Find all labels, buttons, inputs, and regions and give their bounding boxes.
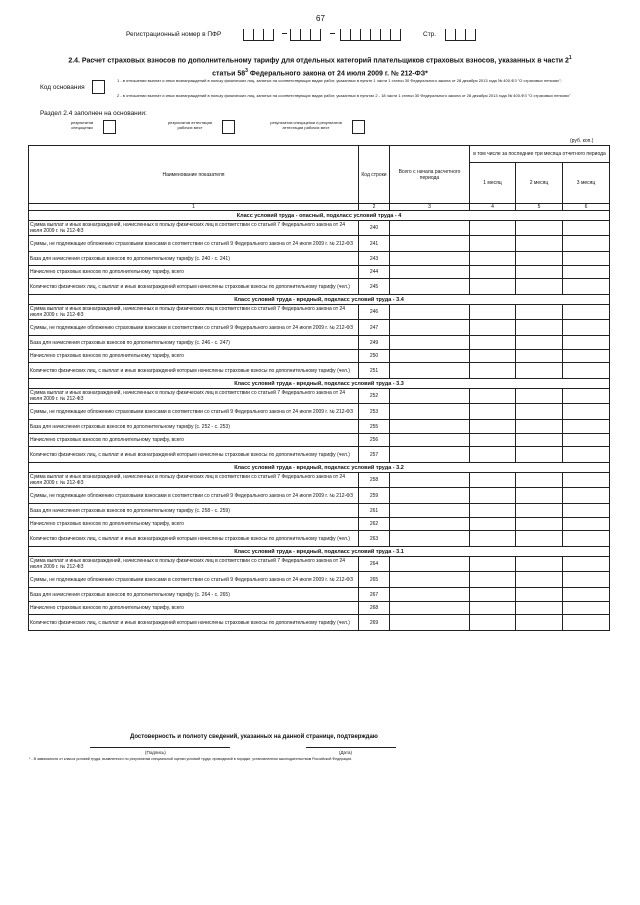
section-header-row — [29, 463, 610, 473]
section-title: 2.4. Расчет страховых взносов по дополнительному тарифу для отдельных категорий плательщиков страховых взносов, указанных в части $2^1$ статьи $58^3$ Федерального закона от 24 июля 2009 г. № 212-ФЗ* — [68, 55, 572, 78]
value-cell[interactable] — [563, 420, 610, 434]
indicator-name: База для начисления страховых взносов по дополнительному тарифу (с. 240 - с. 241) — [29, 252, 359, 266]
unit-label: (руб. коп.) — [570, 138, 594, 144]
row-code: 240 — [359, 221, 390, 236]
value-cell[interactable] — [516, 420, 563, 434]
value-cell[interactable] — [470, 221, 516, 236]
value-cell[interactable] — [470, 588, 516, 602]
section-header: Класс условий труда - вредный, подкласс условий труда - 3.1 — [29, 547, 610, 557]
col-num: 3 — [390, 204, 470, 211]
row-code: 265 — [359, 572, 390, 588]
row-code: 253 — [359, 404, 390, 420]
indicator-name: Сумма выплат и иных вознаграждений, начисленных в пользу физических лиц в соответствии со статьей 7 Федерального закона от 24 июля 2009 г. № 212-ФЗ — [29, 389, 359, 404]
table-row — [29, 420, 610, 434]
page-boxes[interactable] — [445, 29, 475, 41]
value-cell[interactable] — [470, 447, 516, 463]
value-cell[interactable] — [563, 266, 610, 279]
code-basis-note-1: 1 - в отношении выплат и иных вознаграждений в пользу физических лиц, занятых на соответствующих видах работ, указанных в пункте 1 части 1 статьи 30 Федерального закона от 28 декабря 2013 года № 400-ФЗ "О страховых пенсиях"; — [117, 78, 562, 83]
basis-3-label: результатов спецоценки и результатов аттестации рабочих мест — [270, 120, 342, 130]
value-cell[interactable] — [470, 518, 516, 531]
value-cell[interactable] — [390, 221, 470, 236]
table-row — [29, 279, 610, 295]
page-label: Стр. — [423, 31, 437, 38]
value-cell[interactable] — [390, 504, 470, 518]
header-name: Наименование показателя — [29, 146, 359, 204]
value-cell[interactable] — [390, 320, 470, 336]
row-code: 255 — [359, 420, 390, 434]
value-cell[interactable] — [470, 602, 516, 615]
value-cell[interactable] — [390, 488, 470, 504]
value-cell[interactable] — [470, 557, 516, 572]
value-cell[interactable] — [516, 572, 563, 588]
section-header: Класс условий труда - вредный, подкласс условий труда - 3.4 — [29, 295, 610, 305]
value-cell[interactable] — [390, 336, 470, 350]
value-cell[interactable] — [563, 320, 610, 336]
row-code: 249 — [359, 336, 390, 350]
table-row — [29, 602, 610, 615]
value-cell[interactable] — [516, 434, 563, 447]
value-cell[interactable] — [470, 404, 516, 420]
value-cell[interactable] — [470, 266, 516, 279]
row-code: 250 — [359, 350, 390, 363]
value-cell[interactable] — [470, 389, 516, 404]
row-code: 263 — [359, 531, 390, 547]
indicator-name: Сумма выплат и иных вознаграждений, начисленных в пользу физических лиц в соответствии со статьей 7 Федерального закона от 24 июля 2009 г. № 212-ФЗ — [29, 305, 359, 320]
value-cell[interactable] — [516, 404, 563, 420]
value-cell[interactable] — [516, 336, 563, 350]
value-cell[interactable] — [470, 420, 516, 434]
basis-1-label: результатов спецоценки — [70, 120, 94, 130]
row-code: 251 — [359, 363, 390, 379]
header-total: Всего с начала расчетного периода — [390, 146, 470, 204]
table-row — [29, 363, 610, 379]
value-cell[interactable] — [516, 350, 563, 363]
value-cell[interactable] — [563, 473, 610, 488]
value-cell[interactable] — [563, 557, 610, 572]
value-cell[interactable] — [563, 279, 610, 295]
col-num: 5 — [516, 204, 563, 211]
table-row — [29, 504, 610, 518]
indicator-name: Сумма выплат и иных вознаграждений, начисленных в пользу физических лиц в соответствии со статьей 7 Федерального закона от 24 июля 2009 г. № 212-ФЗ — [29, 473, 359, 488]
value-cell[interactable] — [470, 305, 516, 320]
value-cell[interactable] — [516, 557, 563, 572]
reg-number-boxes-3[interactable] — [340, 29, 400, 41]
indicator-name: Начислено страховых взносов по дополнительному тарифу, всего — [29, 602, 359, 615]
indicators-table — [28, 145, 610, 631]
indicator-name: Суммы, не подлежащие обложению страховыми взносами в соответствии со статьей 9 Федерального закона от 24 июля 2009 г. № 212-ФЗ — [29, 572, 359, 588]
page-number: 67 — [316, 14, 325, 23]
row-code: 247 — [359, 320, 390, 336]
row-code: 256 — [359, 434, 390, 447]
basis-1-box[interactable] — [103, 120, 116, 134]
table-row — [29, 434, 610, 447]
header-last3: в том числе за последние три месяца отчетного периода — [470, 146, 610, 163]
table-row — [29, 305, 610, 320]
value-cell[interactable] — [563, 350, 610, 363]
value-cell[interactable] — [516, 588, 563, 602]
row-code: 252 — [359, 389, 390, 404]
value-cell[interactable] — [563, 588, 610, 602]
dash — [330, 33, 335, 34]
table-row — [29, 236, 610, 252]
value-cell[interactable] — [470, 488, 516, 504]
value-cell[interactable] — [516, 615, 563, 631]
row-code: 241 — [359, 236, 390, 252]
value-cell[interactable] — [516, 236, 563, 252]
value-cell[interactable] — [563, 602, 610, 615]
value-cell[interactable] — [563, 447, 610, 463]
value-cell[interactable] — [390, 279, 470, 295]
value-cell[interactable] — [563, 434, 610, 447]
value-cell[interactable] — [516, 518, 563, 531]
value-cell[interactable] — [470, 572, 516, 588]
value-cell[interactable] — [390, 404, 470, 420]
value-cell[interactable] — [390, 602, 470, 615]
dash — [282, 33, 287, 34]
table-row — [29, 266, 610, 279]
indicator-name: Начислено страховых взносов по дополнительному тарифу, всего — [29, 266, 359, 279]
table-row — [29, 404, 610, 420]
value-cell[interactable] — [470, 236, 516, 252]
table-row — [29, 615, 610, 631]
row-code: 258 — [359, 473, 390, 488]
header-code: Код строки — [359, 146, 390, 204]
row-code: 243 — [359, 252, 390, 266]
section-header-row — [29, 547, 610, 557]
footnote: * - В зависимости от класса условий труда, выявленного по результатам специальной оценки условий труда, проводимой в порядке, установленном законодательством Российской Федерации. — [29, 757, 353, 761]
row-code: 257 — [359, 447, 390, 463]
value-cell[interactable] — [470, 279, 516, 295]
indicator-name: База для начисления страховых взносов по дополнительному тарифу (с. 264 - с. 265) — [29, 588, 359, 602]
table-row — [29, 350, 610, 363]
value-cell[interactable] — [563, 518, 610, 531]
value-cell[interactable] — [470, 336, 516, 350]
table-row — [29, 336, 610, 350]
signature-label: (Подпись) — [145, 750, 166, 755]
row-code: 246 — [359, 305, 390, 320]
value-cell[interactable] — [563, 221, 610, 236]
basis-2-box[interactable] — [222, 120, 235, 134]
value-cell[interactable] — [516, 389, 563, 404]
signature-line[interactable] — [90, 747, 230, 748]
row-code: 268 — [359, 602, 390, 615]
col-num: 2 — [359, 204, 390, 211]
row-code: 259 — [359, 488, 390, 504]
value-cell[interactable] — [390, 588, 470, 602]
value-cell[interactable] — [563, 336, 610, 350]
value-cell[interactable] — [563, 305, 610, 320]
indicator-name: Сумма выплат и иных вознаграждений, начисленных в пользу физических лиц в соответствии со статьей 7 Федерального закона от 24 июля 2009 г. № 212-ФЗ — [29, 557, 359, 572]
row-code: 264 — [359, 557, 390, 572]
header-m1: 1 месяц — [470, 163, 516, 204]
date-line[interactable] — [306, 747, 396, 748]
value-cell[interactable] — [390, 518, 470, 531]
value-cell[interactable] — [516, 473, 563, 488]
value-cell[interactable] — [390, 266, 470, 279]
value-cell[interactable] — [470, 473, 516, 488]
reg-number-boxes-2[interactable] — [290, 29, 320, 41]
value-cell[interactable] — [390, 389, 470, 404]
value-cell[interactable] — [563, 531, 610, 547]
indicator-name: Суммы, не подлежащие обложению страховыми взносами в соответствии со статьей 9 Федерального закона от 24 июля 2009 г. № 212-ФЗ — [29, 320, 359, 336]
value-cell[interactable] — [516, 602, 563, 615]
indicator-name: Начислено страховых взносов по дополнительному тарифу, всего — [29, 434, 359, 447]
value-cell[interactable] — [516, 447, 563, 463]
table-row — [29, 572, 610, 588]
col-num: 4 — [470, 204, 516, 211]
indicator-name: Количество физических лиц, с выплат и иных вознаграждений которым начислены страховые взносы по дополнительному тарифу (чел.) — [29, 531, 359, 547]
indicator-name: База для начисления страховых взносов по дополнительному тарифу (с. 252 - с. 253) — [29, 420, 359, 434]
value-cell[interactable] — [563, 615, 610, 631]
value-cell[interactable] — [470, 434, 516, 447]
indicator-name: Начислено страховых взносов по дополнительному тарифу, всего — [29, 350, 359, 363]
value-cell[interactable] — [563, 488, 610, 504]
indicator-name: Количество физических лиц, с выплат и иных вознаграждений которым начислены страховые взносы по дополнительному тарифу (чел.) — [29, 447, 359, 463]
value-cell[interactable] — [516, 320, 563, 336]
indicator-name: Количество физических лиц, с выплат и иных вознаграждений которым начислены страховые взносы по дополнительному тарифу (чел.) — [29, 363, 359, 379]
indicator-name: Сумма выплат и иных вознаграждений, начисленных в пользу физических лиц в соответствии со статьей 7 Федерального закона от 24 июля 2009 г. № 212-ФЗ — [29, 221, 359, 236]
indicator-name: Количество физических лиц, с выплат и иных вознаграждений которым начислены страховые взносы по дополнительному тарифу (чел.) — [29, 279, 359, 295]
table-row — [29, 588, 610, 602]
table-row — [29, 518, 610, 531]
value-cell[interactable] — [563, 363, 610, 379]
col-num: 1 — [29, 204, 359, 211]
value-cell[interactable] — [390, 305, 470, 320]
header-m3: 3 месяц — [563, 163, 610, 204]
reg-number-label: Регистрационный номер в ПФР — [126, 31, 222, 38]
value-cell[interactable] — [470, 615, 516, 631]
value-cell[interactable] — [563, 572, 610, 588]
row-code: 245 — [359, 279, 390, 295]
row-code: 262 — [359, 518, 390, 531]
value-cell[interactable] — [390, 447, 470, 463]
value-cell[interactable] — [390, 615, 470, 631]
indicator-name: Начислено страховых взносов по дополнительному тарифу, всего — [29, 518, 359, 531]
value-cell[interactable] — [516, 279, 563, 295]
basis-3-box[interactable] — [352, 120, 365, 134]
value-cell[interactable] — [516, 266, 563, 279]
section-header-row — [29, 379, 610, 389]
row-code: 261 — [359, 504, 390, 518]
value-cell[interactable] — [470, 504, 516, 518]
confirm-text: Достоверность и полноту сведений, указанных на данной странице, подтверждаю — [130, 734, 378, 740]
value-cell[interactable] — [563, 504, 610, 518]
row-code: 269 — [359, 615, 390, 631]
indicator-name: База для начисления страховых взносов по дополнительному тарифу (с. 246 - с. 247) — [29, 336, 359, 350]
value-cell[interactable] — [390, 420, 470, 434]
table-row — [29, 252, 610, 266]
value-cell[interactable] — [470, 252, 516, 266]
code-basis-label: Код основания — [40, 84, 85, 91]
value-cell[interactable] — [516, 488, 563, 504]
indicator-name: Суммы, не подлежащие обложению страховыми взносами в соответствии со статьей 9 Федерального закона от 24 июля 2009 г. № 212-ФЗ — [29, 236, 359, 252]
table-row — [29, 221, 610, 236]
value-cell[interactable] — [390, 434, 470, 447]
table-row — [29, 447, 610, 463]
value-cell[interactable] — [470, 531, 516, 547]
table-row — [29, 488, 610, 504]
row-code: 244 — [359, 266, 390, 279]
date-label: (Дата) — [339, 750, 352, 755]
value-cell[interactable] — [563, 236, 610, 252]
section-filled-label: Раздел 2.4 заполнен на основании: — [40, 110, 147, 117]
basis-2-label: результатов аттестации рабочих мест — [167, 120, 213, 130]
value-cell[interactable] — [516, 252, 563, 266]
value-cell[interactable] — [390, 350, 470, 363]
value-cell[interactable] — [390, 252, 470, 266]
value-cell[interactable] — [563, 252, 610, 266]
indicator-name: Суммы, не подлежащие обложению страховыми взносами в соответствии со статьей 9 Федерального закона от 24 июля 2009 г. № 212-ФЗ — [29, 488, 359, 504]
value-cell[interactable] — [516, 221, 563, 236]
col-num: 6 — [563, 204, 610, 211]
section-header-row — [29, 211, 610, 221]
value-cell[interactable] — [390, 363, 470, 379]
value-cell[interactable] — [390, 473, 470, 488]
value-cell[interactable] — [390, 572, 470, 588]
value-cell[interactable] — [390, 531, 470, 547]
value-cell[interactable] — [516, 305, 563, 320]
table-row — [29, 320, 610, 336]
value-cell[interactable] — [470, 363, 516, 379]
code-basis-box[interactable] — [92, 80, 105, 94]
value-cell[interactable] — [390, 557, 470, 572]
header-m2: 2 месяц — [516, 163, 563, 204]
section-header: Класс условий труда - опасный, подкласс условий труда - 4 — [29, 211, 610, 221]
indicator-name: База для начисления страховых взносов по дополнительному тарифу (с. 258 - с. 259) — [29, 504, 359, 518]
section-header-row — [29, 295, 610, 305]
table-row — [29, 557, 610, 572]
table-row — [29, 531, 610, 547]
value-cell[interactable] — [563, 404, 610, 420]
value-cell[interactable] — [390, 236, 470, 252]
indicator-name: Количество физических лиц, с выплат и иных вознаграждений которым начислены страховые взносы по дополнительному тарифу (чел.) — [29, 615, 359, 631]
value-cell[interactable] — [516, 504, 563, 518]
code-basis-note-2: 2 - в отношении выплат и иных вознаграждений в пользу физических лиц, занятых на соответствующих видах работ, указанных в пунктах 2 - 18 части 1 статьи 30 Федерального закона от 28 декабря 2013 года № 400-ФЗ "О страховых пенсиях" — [117, 93, 571, 98]
value-cell[interactable] — [470, 320, 516, 336]
indicator-name: Суммы, не подлежащие обложению страховыми взносами в соответствии со статьей 9 Федерального закона от 24 июля 2009 г. № 212-ФЗ — [29, 404, 359, 420]
value-cell[interactable] — [563, 389, 610, 404]
value-cell[interactable] — [516, 363, 563, 379]
value-cell[interactable] — [516, 531, 563, 547]
section-header: Класс условий труда - вредный, подкласс условий труда - 3.2 — [29, 463, 610, 473]
section-header: Класс условий труда - вредный, подкласс условий труда - 3.3 — [29, 379, 610, 389]
value-cell[interactable] — [470, 350, 516, 363]
table-row — [29, 473, 610, 488]
reg-number-boxes-1[interactable] — [243, 29, 273, 41]
row-code: 267 — [359, 588, 390, 602]
table-row — [29, 389, 610, 404]
